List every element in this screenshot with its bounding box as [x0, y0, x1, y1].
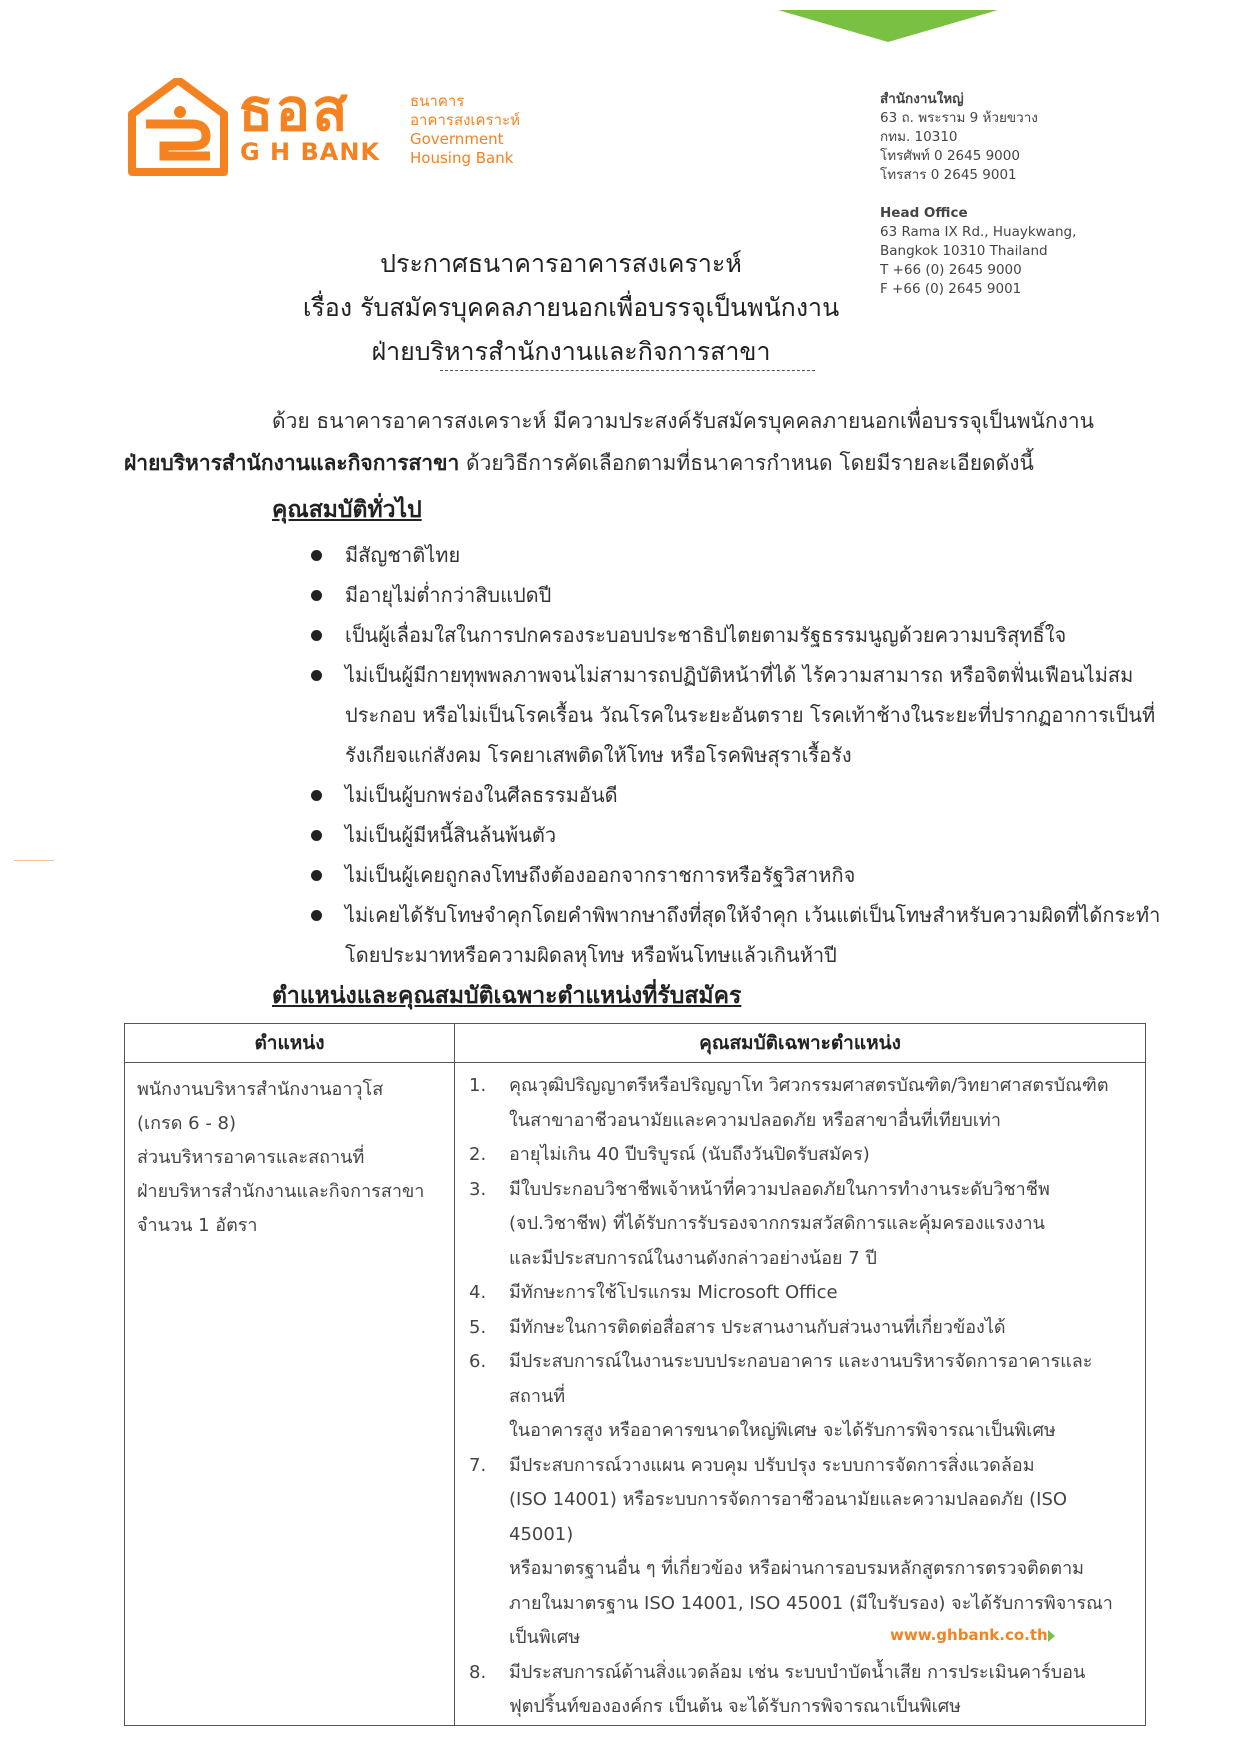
head-office-en-heading: Head Office — [880, 205, 968, 221]
brand-english-wordmark: G H BANK — [240, 138, 381, 166]
requirement-line: (ISO 14001) หรือระบบการจัดการอาชีวอนามัยและความปลอดภัย (ISO 45001) — [509, 1489, 1068, 1545]
table-header-row — [125, 1024, 1146, 1063]
list-item: มีอายุไม่ต่ำกว่าสิบแปดปี — [305, 575, 1165, 615]
intro-line-1: ด้วย ธนาคารอาคารสงเคราะห์ มีความประสงค์รับสมัครบุคคลภายนอกเพื่อบรรจุเป็นพนักงาน — [272, 409, 1095, 433]
requirement-line: ในอาคารสูง หรืออาคารขนาดใหญ่พิเศษ จะได้รับการพิจารณาเป็นพิเศษ — [509, 1420, 1056, 1441]
intro-line-2 — [124, 447, 1034, 480]
requirement-number: 1. — [469, 1075, 487, 1096]
requirement-text — [509, 1276, 838, 1311]
phone-line: T +66 (0) 2645 9000 — [880, 262, 1022, 278]
list-item: ไม่เป็นผู้มีหนี้สินล้นพ้นตัว — [305, 815, 1165, 855]
bank-name-line: Housing Bank — [410, 149, 514, 167]
requirement-item — [465, 1173, 1135, 1277]
announcement-subject: เรื่อง รับสมัครบุคคลภายนอกเพื่อบรรจุเป็นพนักงาน — [302, 293, 840, 322]
requirement-text — [509, 1449, 1135, 1656]
phone-line: โทรศัพท์ 0 2645 9000 — [880, 148, 1020, 164]
fax-line: โทรสาร 0 2645 9001 — [880, 167, 1017, 183]
announcement-title: ประกาศธนาคารอาคารสงเคราะห์ — [380, 249, 742, 278]
position-line: ส่วนบริหารอาคารและสถานที่ — [137, 1147, 365, 1168]
requirement-item — [465, 1449, 1135, 1656]
position-line: จำนวน 1 อัตรา — [137, 1215, 258, 1236]
address-line: 63 ถ. พระราม 9 ห้วยขวาง — [880, 110, 1038, 126]
requirement-item — [465, 1138, 1135, 1173]
requirement-line: มีใบประกอบวิชาชีพเจ้าหน้าที่ความปลอดภัยในการทำงานระดับวิชาชีพ — [509, 1178, 1050, 1200]
requirement-line: มีทักษะในการติดต่อสื่อสาร ประสานงานกับส่วนงานที่เกี่ยวข้องได้ — [509, 1316, 1006, 1338]
margin-mark — [14, 860, 54, 861]
requirement-line: และมีประสบการณ์ในงานดังกล่าวอย่างน้อย 7 ปี — [509, 1247, 877, 1269]
address-line: 63 Rama IX Rd., Huaykwang, — [880, 224, 1077, 240]
requirement-line: อายุไม่เกิน 40 ปีบริบูรณ์ (นับถึงวันปิดรับสมัคร) — [509, 1144, 870, 1165]
triangle-right-icon — [1048, 1630, 1055, 1642]
requirement-line: มีประสบการณ์ด้านสิ่งแวดล้อม เช่น ระบบบำบัดน้ำเสีย การประเมินคาร์บอน — [509, 1661, 1086, 1683]
address-line: กทม. 10310 — [880, 129, 958, 145]
list-item: ไม่เป็นผู้มีกายทุพพลภาพจนไม่สามารถปฏิบัติหน้าที่ได้ ไร้ความสามารถ หรือจิตฟั่นเฟือนไม่สมประกอบ หรือไม่เป็นโรคเรื้อน วัณโรคในระยะอันตราย โรคเท้าช้างในระยะที่ปรากฏอาการเป็นที่รังเกียจแก่สังคม โรคยาเสพติดให้โทษ หรือโรคพิษสุราเรื้อรัง — [305, 655, 1165, 775]
requirement-number: 2. — [469, 1144, 487, 1165]
requirement-line: ในสาขาอาชีวอนามัยและความปลอดภัย หรือสาขาอื่นที่เทียบเท่า — [509, 1109, 1001, 1131]
requirement-line: คุณวุฒิปริญญาตรีหรือปริญญาโท วิศวกรรมศาสตรบัณฑิต/วิทยาศาสตรบัณฑิต — [509, 1075, 1109, 1096]
requirement-item — [465, 1311, 1135, 1346]
requirement-line: ภายในมาตรฐาน ISO 14001, ISO 45001 (มีใบรับรอง) จะได้รับการพิจารณาเป็นพิเศษ — [509, 1592, 1113, 1648]
positions-heading: ตำแหน่งและคุณสมบัติเฉพาะตำแหน่งที่รับสมัคร — [272, 983, 742, 1009]
bank-name-block — [410, 92, 520, 168]
fax-line: F +66 (0) 2645 9001 — [880, 281, 1022, 297]
general-qualifications-heading: คุณสมบัติทั่วไป — [272, 497, 422, 523]
requirement-text — [509, 1345, 1135, 1449]
header-green-triangle — [778, 10, 998, 42]
title-divider — [440, 370, 815, 371]
announcement-department: ฝ่ายบริหารสำนักงานและกิจการสาขา — [371, 337, 771, 366]
requirement-line: ฟุตปริ้นท์ขององค์กร เป็นต้น จะได้รับการพิจารณาเป็นพิเศษ — [509, 1696, 962, 1717]
position-line: พนักงานบริหารสำนักงานอาวุโส — [137, 1079, 384, 1100]
column-header-qualifications: คุณสมบัติเฉพาะตำแหน่ง — [455, 1024, 1146, 1063]
position-line: (เกรด 6 - 8) — [137, 1113, 237, 1134]
requirement-line: หรือมาตรฐานอื่น ๆ ที่เกี่ยวข้อง หรือผ่านการอบรมหลักสูตรการตรวจติดตาม — [509, 1558, 1085, 1579]
list-item: ไม่เคยได้รับโทษจำคุกโดยคำพิพากษาถึงที่สุดให้จำคุก เว้นแต่เป็นโทษสำหรับความผิดที่ได้กระทำโดยประมาทหรือความผิดลหุโทษ หรือพ้นโทษแล้วเกินห้าปี — [305, 895, 1165, 975]
head-office-th-heading: สำนักงานใหญ่ — [880, 91, 964, 107]
requirement-line: มีประสบการณ์ในงานระบบประกอบอาคาร และงานบริหารจัดการอาคารและสถานที่ — [509, 1351, 1093, 1407]
intro-line-2-rest: ด้วยวิธีการคัดเลือกตามที่ธนาคารกำหนด โดยมีรายละเอียดดังนี้ — [459, 451, 1034, 475]
requirement-number: 7. — [469, 1454, 487, 1476]
general-qualifications-list — [305, 535, 1165, 975]
requirement-number: 3. — [469, 1178, 487, 1200]
bank-name-line: Government — [410, 130, 504, 148]
brand-thai-wordmark: ธอส — [238, 76, 350, 144]
requirement-text — [509, 1173, 1050, 1277]
intro-department: ฝ่ายบริหารสำนักงานและกิจการสาขา — [124, 451, 460, 475]
column-header-position: ตำแหน่ง — [125, 1024, 455, 1063]
requirement-line: มีทักษะการใช้โปรแกรม Microsoft Office — [509, 1282, 838, 1303]
bank-name-line: อาคารสงเคราะห์ — [410, 111, 521, 129]
requirement-text — [509, 1069, 1109, 1138]
requirement-item — [465, 1069, 1135, 1138]
requirement-text — [509, 1656, 1085, 1725]
requirement-line: มีประสบการณ์วางแผน ควบคุม ปรับปรุง ระบบการจัดการสิ่งแวดล้อม — [509, 1454, 1035, 1476]
requirement-number: 6. — [469, 1351, 487, 1372]
list-item: เป็นผู้เลื่อมใสในการปกครองระบอบประชาธิปไตยตามรัฐธรรมนูญด้วยความบริสุทธิ์ใจ — [305, 615, 1165, 655]
requirement-number: 8. — [469, 1661, 487, 1683]
list-item: มีสัญชาติไทย — [305, 535, 1165, 575]
position-cell — [125, 1063, 455, 1726]
requirement-text — [509, 1311, 1006, 1346]
requirement-line: (จป.วิชาชีพ) ที่ได้รับการรับรองจากกรมสวัสดิการและคุ้มครองแรงงาน — [509, 1213, 1045, 1234]
position-line: ฝ่ายบริหารสำนักงานและกิจการสาขา — [137, 1181, 425, 1202]
requirement-number: 5. — [469, 1316, 487, 1338]
list-item: ไม่เป็นผู้เคยถูกลงโทษถึงต้องออกจากราชการหรือรัฐวิสาหกิจ — [305, 855, 1165, 895]
requirement-text — [509, 1138, 870, 1173]
address-line: Bangkok 10310 Thailand — [880, 243, 1048, 259]
house-key-icon — [128, 78, 228, 176]
positions-table — [124, 1023, 1146, 1726]
bank-name-line: ธนาคาร — [410, 92, 465, 110]
list-item: ไม่เป็นผู้บกพร่องในศีลธรรมอันดี — [305, 775, 1165, 815]
requirement-item — [465, 1345, 1135, 1449]
footer-website-link[interactable]: www.ghbank.co.th — [890, 1626, 1048, 1644]
requirement-item — [465, 1276, 1135, 1311]
requirement-item — [465, 1656, 1135, 1725]
requirement-number: 4. — [469, 1282, 487, 1303]
